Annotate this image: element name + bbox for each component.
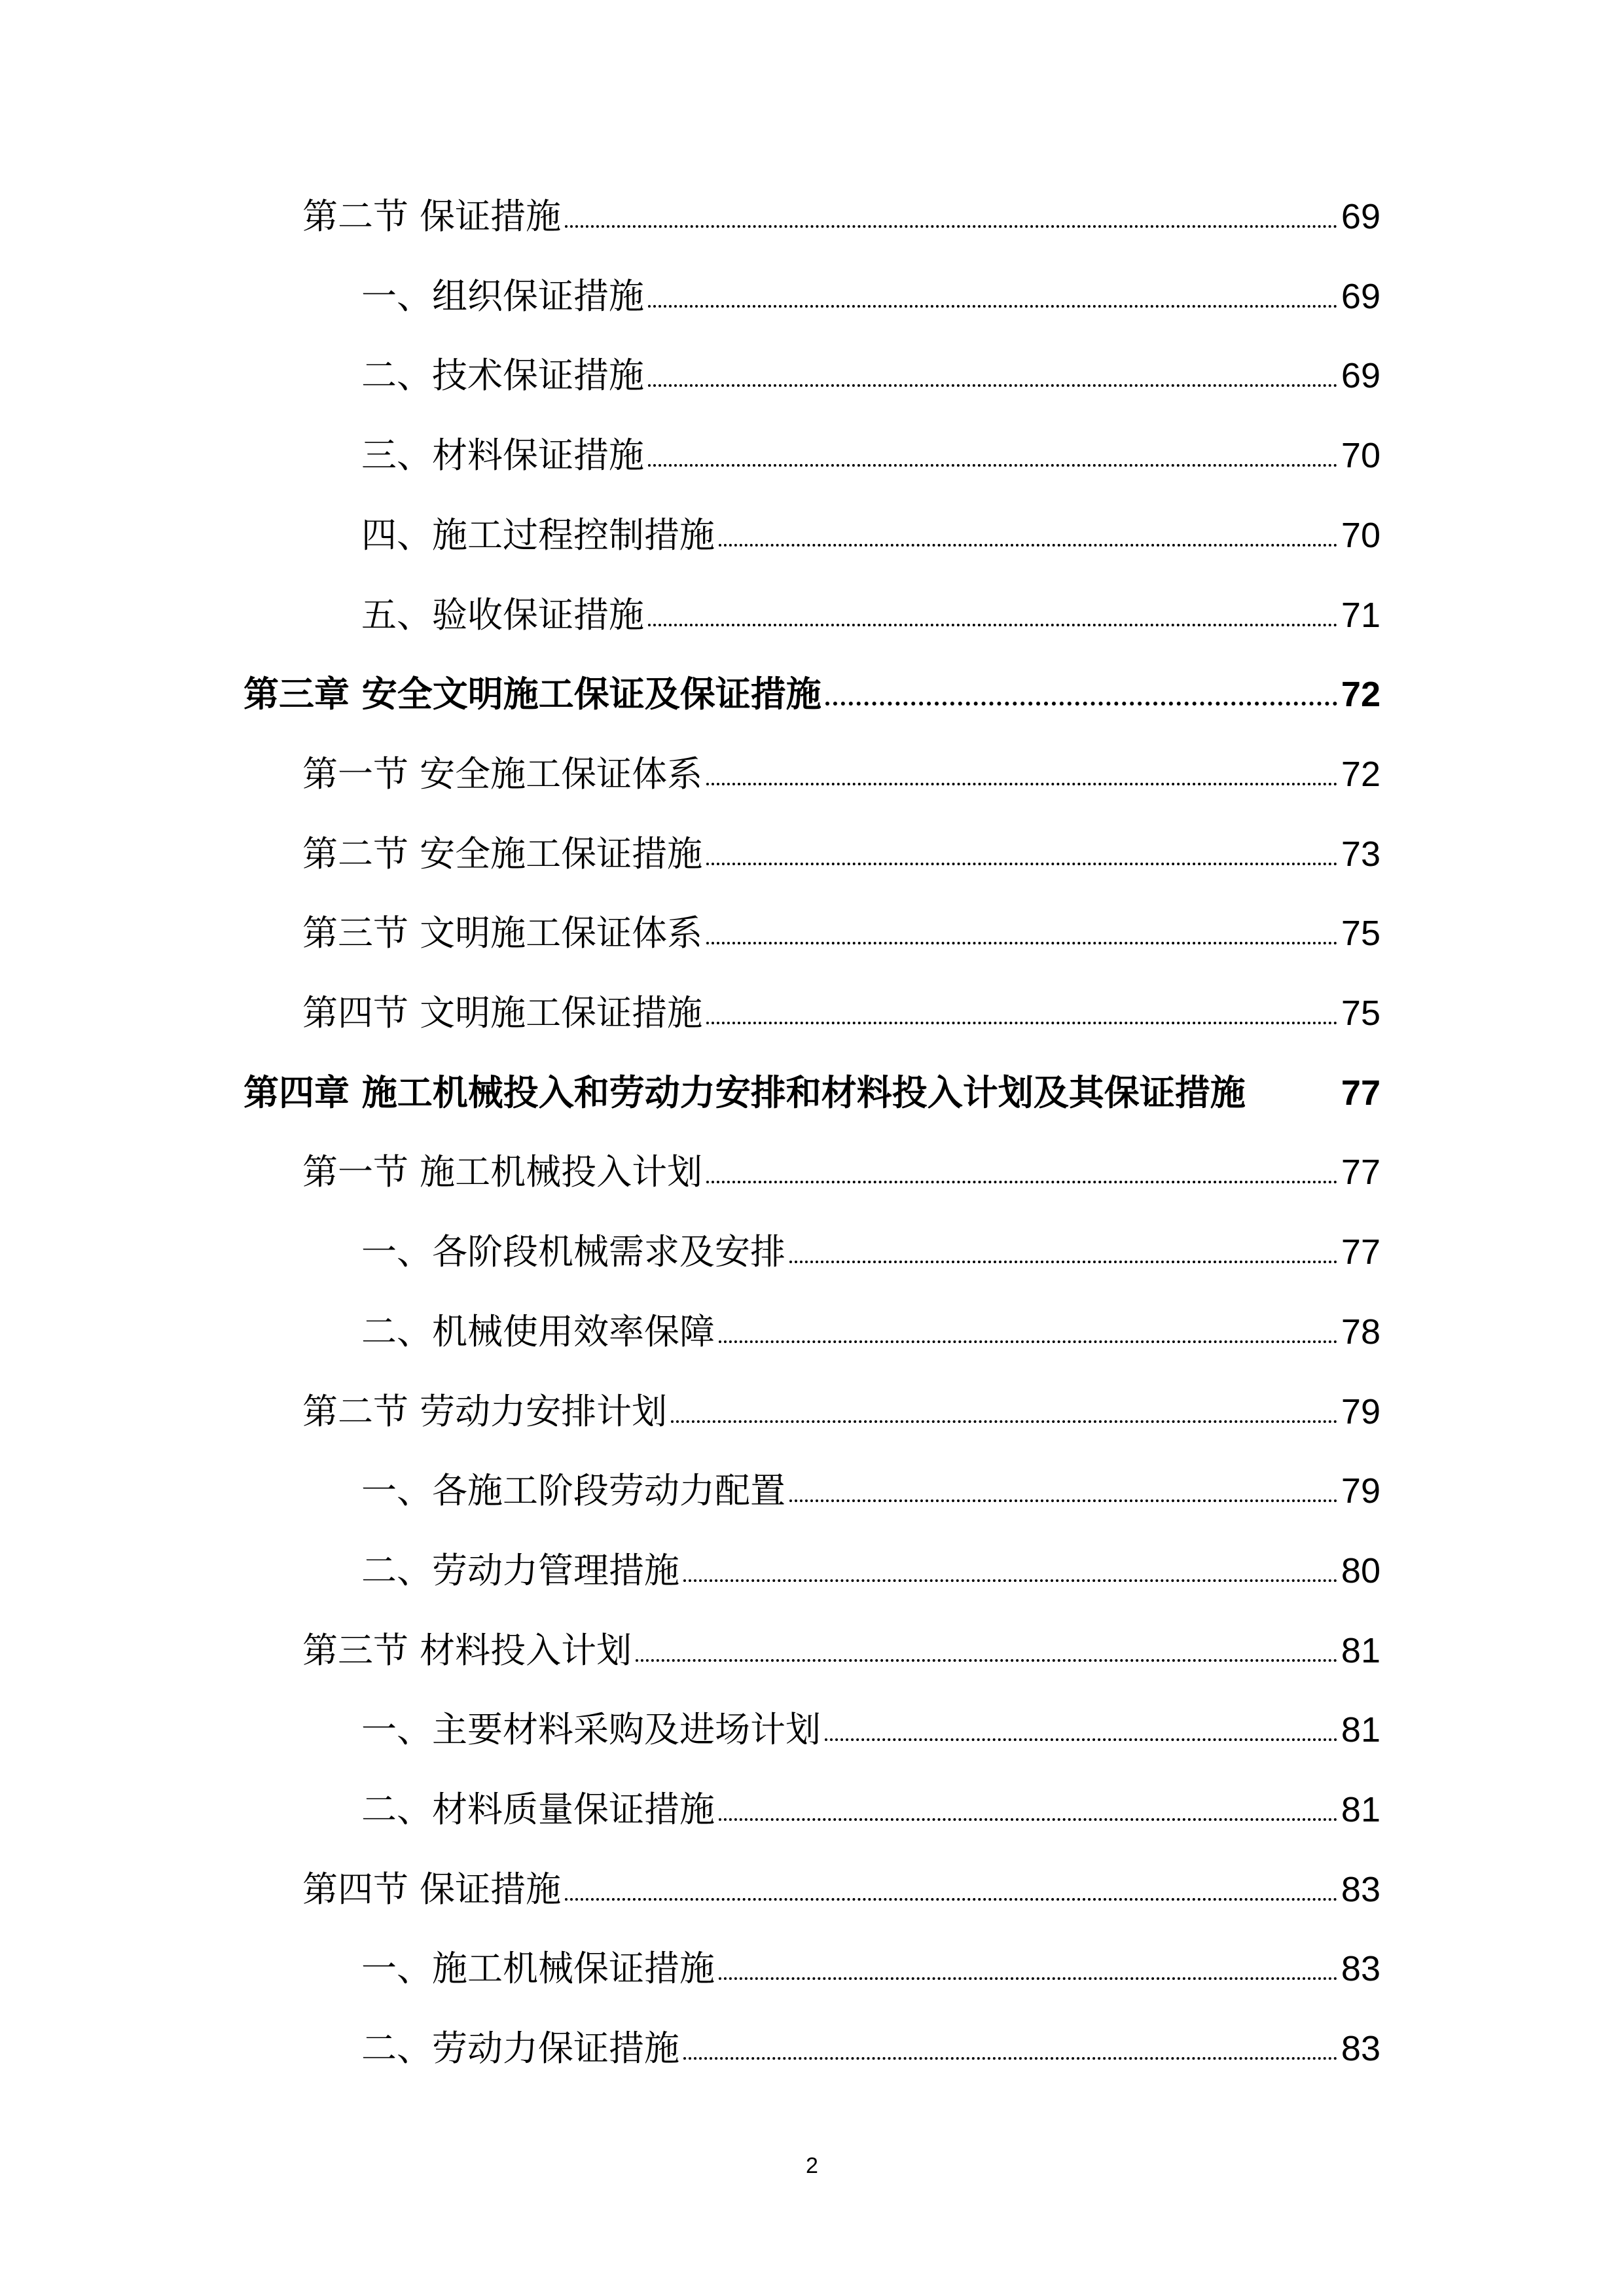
toc-entry-page-number: 81: [1341, 1710, 1380, 1749]
toc-entry[interactable]: [302, 1127, 1380, 1193]
toc-entry[interactable]: [244, 649, 1380, 715]
toc-entry-page-number: 81: [1341, 1790, 1380, 1829]
toc-entry-label: 第四节 文明施工保证措施: [302, 992, 703, 1033]
toc-dot-leader: [565, 225, 1337, 228]
toc-entry-page-number: 77: [1341, 1073, 1380, 1113]
toc-entry[interactable]: [302, 1844, 1380, 1910]
toc-dot-leader: [671, 1420, 1337, 1423]
toc-entry[interactable]: [302, 888, 1380, 954]
toc-dot-leader: [683, 1579, 1337, 1582]
toc-dot-leader: [719, 1818, 1337, 1821]
toc-entry[interactable]: [244, 1048, 1380, 1113]
toc-entry-label: 第一节 安全施工保证体系: [302, 753, 703, 795]
toc-entry-label: 五、验收保证措施: [361, 594, 644, 636]
toc-entry-label: 第一节 施工机械投入计划: [302, 1151, 703, 1193]
toc-entry-label: 二、技术保证措施: [361, 355, 644, 396]
toc-entry-page-number: 69: [1341, 277, 1380, 316]
toc-dot-leader: [648, 384, 1337, 387]
toc-entry-page-number: 83: [1341, 2029, 1380, 2068]
toc-dot-leader: [648, 305, 1337, 308]
toc-entry-page-number: 81: [1341, 1631, 1380, 1670]
toc-entry-page-number: 71: [1341, 596, 1380, 635]
toc-dot-leader: [719, 1340, 1337, 1343]
toc-entry-page-number: 83: [1341, 1870, 1380, 1909]
toc-dot-leader: [706, 942, 1337, 944]
toc-dot-leader: [565, 1898, 1337, 1901]
toc-entry[interactable]: [361, 251, 1380, 317]
toc-dot-leader: [706, 863, 1337, 865]
toc-dot-leader: [719, 544, 1337, 547]
toc-entry-page-number: 72: [1341, 675, 1380, 714]
toc-entry[interactable]: [361, 1924, 1380, 1989]
toc-entry-page-number: 77: [1341, 1153, 1380, 1192]
toc-dot-leader: [648, 464, 1337, 467]
toc-entry-page-number: 70: [1341, 436, 1380, 475]
toc-entry[interactable]: [361, 1207, 1380, 1272]
toc-entry[interactable]: [361, 570, 1380, 636]
toc-dot-leader: [825, 1738, 1337, 1741]
toc-entry[interactable]: [361, 410, 1380, 476]
toc-entry[interactable]: [302, 171, 1380, 237]
toc-dot-leader: [706, 1022, 1337, 1024]
toc-entry[interactable]: [302, 1605, 1380, 1671]
toc-entry-label: 二、机械使用效率保障: [361, 1311, 715, 1352]
toc-entry-label: 一、各施工阶段劳动力配置: [361, 1470, 785, 1511]
toc-entry[interactable]: [361, 331, 1380, 396]
toc-entry-label: 四、施工过程控制措施: [361, 514, 715, 556]
toc-entry[interactable]: [302, 1367, 1380, 1432]
toc-entry[interactable]: [361, 1446, 1380, 1511]
toc-entry-page-number: 79: [1341, 1471, 1380, 1511]
toc-entry-label: 第二节 保证措施: [302, 196, 562, 237]
toc-entry-page-number: 79: [1341, 1392, 1380, 1431]
toc-entry-label: 一、组织保证措施: [361, 276, 644, 317]
toc-entry-page-number: 83: [1341, 1949, 1380, 1988]
toc-entry-label: 二、劳动力保证措施: [361, 2028, 679, 2069]
toc-dot-leader: [706, 783, 1337, 785]
toc-entry-page-number: 80: [1341, 1551, 1380, 1590]
toc-entry[interactable]: [302, 809, 1380, 874]
toc-entry[interactable]: [361, 1526, 1380, 1591]
toc-entry[interactable]: [361, 490, 1380, 556]
toc-entry-label: 第三节 文明施工保证体系: [302, 912, 703, 954]
toc-entry[interactable]: [361, 2003, 1380, 2069]
toc-entry-page-number: 77: [1341, 1232, 1380, 1272]
toc-entry-label: 一、主要材料采购及进场计划: [361, 1709, 821, 1750]
toc-entry-page-number: 73: [1341, 834, 1380, 874]
toc-entry[interactable]: [361, 1765, 1380, 1830]
toc-dot-leader: [789, 1261, 1337, 1263]
toc-entry[interactable]: [361, 1287, 1380, 1352]
toc-dot-leader: [719, 1977, 1337, 1980]
toc-dot-leader: [706, 1181, 1337, 1183]
toc-entry-page-number: 72: [1341, 755, 1380, 794]
toc-entry-label: 二、材料质量保证措施: [361, 1789, 715, 1830]
toc-entry-page-number: 70: [1341, 516, 1380, 555]
toc-entry-label: 三、材料保证措施: [361, 435, 644, 476]
toc-entry-label: 第四节 保证措施: [302, 1869, 562, 1910]
toc-dot-leader: [636, 1659, 1337, 1662]
page-number: 2: [806, 2153, 818, 2178]
toc-entry-page-number: 75: [1341, 914, 1380, 953]
toc-entry-label: 二、劳动力管理措施: [361, 1550, 679, 1591]
toc-entry-page-number: 69: [1341, 197, 1380, 236]
toc-entry-label: 第二节 劳动力安排计划: [302, 1391, 668, 1432]
toc-entry-label: 第四章 施工机械投入和劳动力安排和材料投入计划及其保证措施: [244, 1072, 1246, 1113]
toc-entry-page-number: 69: [1341, 356, 1380, 395]
toc-dot-leader: [648, 624, 1337, 626]
toc-entry-label: 第三节 材料投入计划: [302, 1630, 632, 1671]
toc-entry[interactable]: [361, 1685, 1380, 1750]
toc-entry-page-number: 75: [1341, 994, 1380, 1033]
toc-dot-leader: [789, 1499, 1337, 1502]
toc-entry-label: 一、各阶段机械需求及安排: [361, 1231, 785, 1272]
toc-dot-leader: [683, 2057, 1337, 2060]
toc-entry-label: 第二节 安全施工保证措施: [302, 833, 703, 874]
toc-entry-label: 一、施工机械保证措施: [361, 1948, 715, 1989]
toc-entry-label: 第三章 安全文明施工保证及保证措施: [244, 673, 821, 715]
toc-dot-leader: [825, 702, 1337, 706]
toc-entry[interactable]: [302, 729, 1380, 795]
toc-entry[interactable]: [302, 968, 1380, 1033]
toc-entry-page-number: 78: [1341, 1312, 1380, 1352]
